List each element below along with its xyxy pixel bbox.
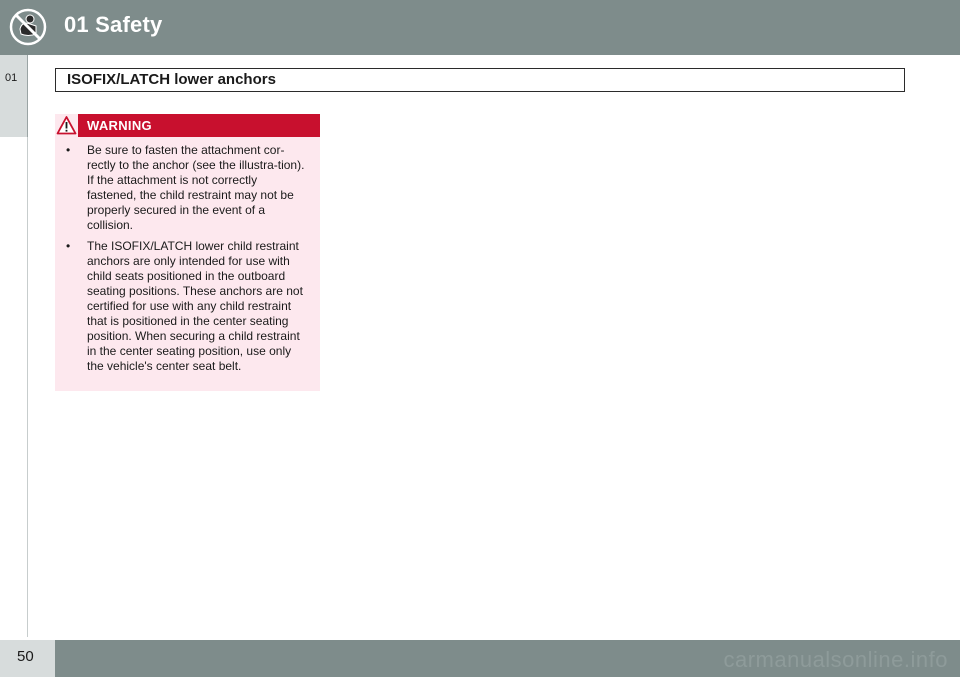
chapter-icon-box: [0, 0, 55, 55]
section-header: [55, 68, 905, 92]
warning-triangle-icon: [56, 115, 77, 136]
page-number: 50: [17, 648, 34, 665]
warning-item-text: Be sure to fasten the attachment cor-rectly to the anchor (see the illustra-tion). If the attachment is not correctly fastened, the child restraint may not be properly secured in the event of a collision.: [87, 143, 305, 232]
warning-item: [55, 143, 320, 233]
chapter-side-tab: [0, 55, 28, 137]
warning-list: [55, 143, 320, 380]
side-divider: [27, 137, 28, 637]
section-title: ISOFIX/LATCH lower anchors: [67, 71, 276, 88]
child-seat-prohibited-icon: [8, 7, 48, 47]
warning-icon-box: [55, 114, 78, 137]
chapter-title: 01 Safety: [64, 12, 163, 37]
chapter-side-tab-label: 01: [5, 72, 18, 84]
footer-band: [55, 640, 960, 677]
bullet: •: [66, 239, 71, 253]
warning-item-text: The ISOFIX/LATCH lower child restraint anchors are only intended for use with child seats positioned in the outboard seating positions. These anchors are not certified for use with any child restraint that is positioned in the center seating position. When securing a child restraint in the center seating position, use only the vehicle's center seat belt.: [87, 239, 303, 373]
watermark: carmanualsonline.info: [723, 647, 948, 672]
warning-label: WARNING: [87, 118, 152, 133]
warning-item: [55, 239, 320, 374]
footer-page-box: [0, 640, 55, 677]
warning-header: [55, 114, 320, 137]
warning-box: [55, 114, 320, 391]
bullet: •: [66, 143, 71, 157]
